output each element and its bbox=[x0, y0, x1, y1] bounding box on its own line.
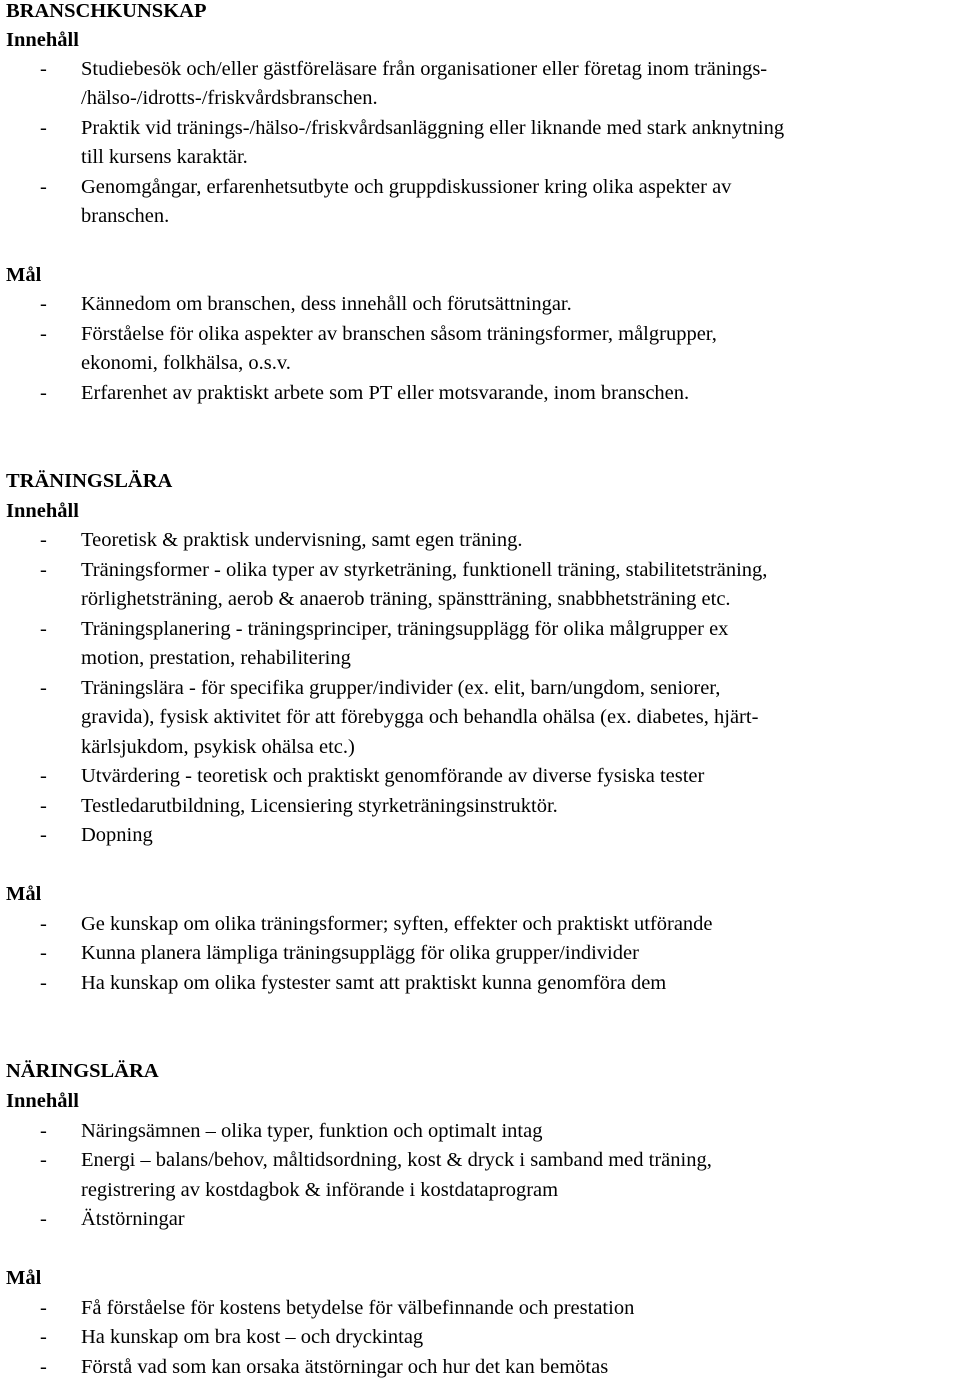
mal-heading: Mål bbox=[6, 1267, 42, 1289]
list-item-continuation: rörlighetsträning, aerob & anaerob träning, spänstträning, snabbhetsträning etc. bbox=[81, 588, 731, 610]
list-item-continuation: ekonomi, folkhälsa, o.s.v. bbox=[81, 352, 291, 374]
section-title: NÄRINGSLÄRA bbox=[6, 1060, 159, 1082]
list-item-continuation: gravida), fysisk aktivitet för att förebygga och behandla ohälsa (ex. diabetes, hjärt- bbox=[81, 706, 759, 728]
list-item: - Träningsplanering - träningsprinciper, träningsupplägg för olika målgrupper ex bbox=[40, 618, 729, 640]
list-item: - Erfarenhet av praktiskt arbete som PT eller motsvarande, inom branschen. bbox=[40, 382, 690, 404]
list-item: - Ha kunskap om olika fystester samt att praktiskt kunna genomföra dem bbox=[40, 972, 667, 994]
list-item: - Kunna planera lämpliga träningsupplägg för olika grupper/individer bbox=[40, 942, 639, 964]
list-item-continuation: registrering av kostdagbok & införande i kostdataprogram bbox=[81, 1179, 559, 1201]
list-item: - Förstå vad som kan orsaka ätstörningar och hur det kan bemötas bbox=[40, 1356, 609, 1378]
list-item-continuation: /hälso-/idrotts-/friskvårdsbranschen. bbox=[81, 87, 378, 109]
innehall-heading: Innehåll bbox=[6, 500, 79, 522]
innehall-heading: Innehåll bbox=[6, 29, 79, 51]
list-item: - Näringsämnen – olika typer, funktion och optimalt intag bbox=[40, 1120, 543, 1142]
list-item: - Teoretisk & praktisk undervisning, samt egen träning. bbox=[40, 529, 523, 551]
list-item: - Träningsformer - olika typer av styrketräning, funktionell träning, stabilitetsträning, bbox=[40, 559, 768, 581]
mal-heading: Mål bbox=[6, 264, 42, 286]
section-title: TRÄNINGSLÄRA bbox=[6, 470, 173, 492]
list-item: - Dopning bbox=[40, 824, 153, 846]
list-item: - Genomgångar, erfarenhetsutbyte och gruppdiskussioner kring olika aspekter av bbox=[40, 176, 732, 198]
list-item: - Testledarutbildning, Licensiering styrketräningsinstruktör. bbox=[40, 795, 558, 817]
innehall-heading: Innehåll bbox=[6, 1090, 79, 1112]
list-item: - Utvärdering - teoretisk och praktiskt genomförande av diverse fysiska tester bbox=[40, 765, 705, 787]
mal-heading: Mål bbox=[6, 883, 42, 905]
list-item: - Få förståelse för kostens betydelse för välbefinnande och prestation bbox=[40, 1297, 635, 1319]
list-item: - Ätstörningar bbox=[40, 1208, 185, 1230]
section-title: BRANSCHKUNSKAP bbox=[6, 0, 207, 22]
list-item: - Ha kunskap om bra kost – och dryckintag bbox=[40, 1326, 424, 1348]
list-item-continuation: till kursens karaktär. bbox=[81, 146, 248, 168]
list-item: - Kännedom om branschen, dess innehåll och förutsättningar. bbox=[40, 293, 572, 315]
list-item: - Förståelse för olika aspekter av branschen såsom träningsformer, målgrupper, bbox=[40, 323, 717, 345]
list-item: - Träningslära - för specifika grupper/individer (ex. elit, barn/ungdom, seniorer, bbox=[40, 677, 721, 699]
list-item: - Praktik vid tränings-/hälso-/friskvårdsanläggning eller liknande med stark anknytning bbox=[40, 117, 785, 139]
list-item-continuation: branschen. bbox=[81, 205, 170, 227]
list-item-continuation: kärlsjukdom, psykisk ohälsa etc.) bbox=[81, 736, 355, 758]
list-item: - Ge kunskap om olika träningsformer; syften, effekter och praktiskt utförande bbox=[40, 913, 713, 935]
list-item: - Studiebesök och/eller gästföreläsare från organisationer eller företag inom tränings- bbox=[40, 58, 768, 80]
list-item: - Energi – balans/behov, måltidsordning, kost & dryck i samband med träning, bbox=[40, 1149, 712, 1171]
list-item-continuation: motion, prestation, rehabilitering bbox=[81, 647, 351, 669]
